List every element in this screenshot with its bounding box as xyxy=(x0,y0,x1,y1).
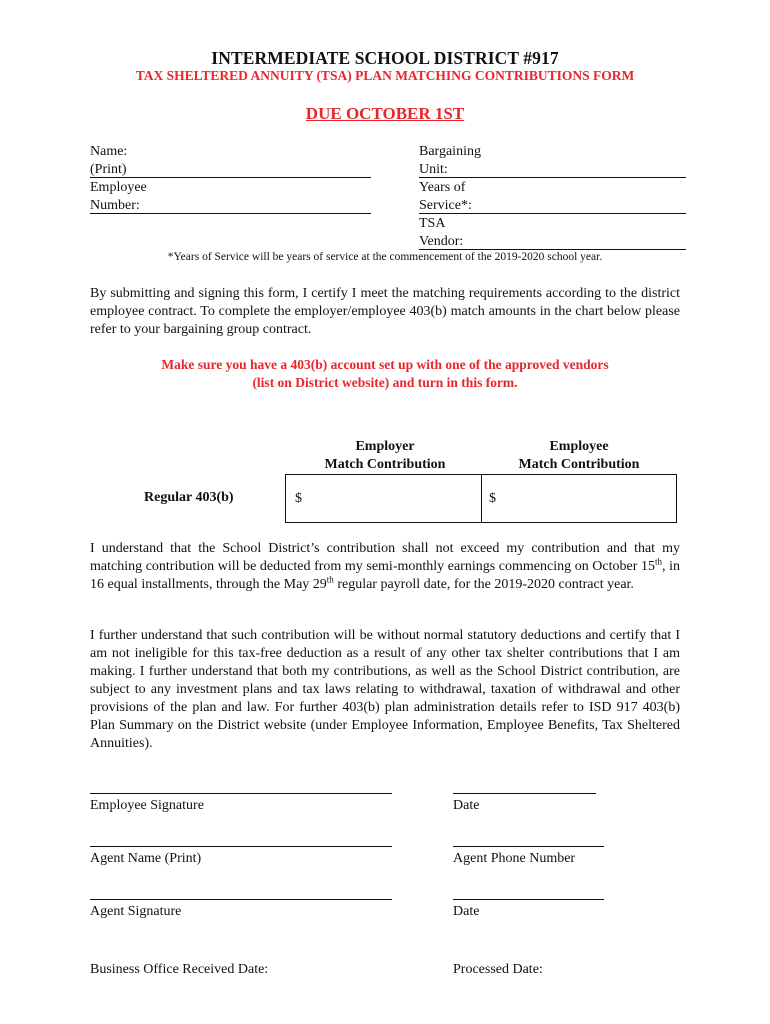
name-field-line[interactable] xyxy=(90,177,371,178)
bargaining-unit-label: Bargaining Unit: xyxy=(419,144,481,177)
further-understand-paragraph: I further understand that such contribution will be without normal statutory deductions and certify that I am not ineligible for this tax-free deduction as a result of any other tax shelter contributions that I am making. I further understand that both my contributions, as well as the School District contribution, are subject to any investment plans and tax laws relating to withdrawal, taxation of withdrawal and other provisions of the plan and law. For further 403(b) plan administration details refer to ISD 917 403(b) Plan Summary on the District website (under Employee Information, Employee Benefits, Tax Sheltered Annuities). xyxy=(90,628,680,751)
employee-match-header: Employee Match Contribution xyxy=(518,439,640,472)
employee-number-label: Employee Number: xyxy=(90,180,147,213)
certify-paragraph: By submitting and signing this form, I certify I meet the matching requirements according to the district employee contract. To complete the employer/employee 403(b) match amounts in the chart below please refer to your bargaining group contract. xyxy=(90,286,680,337)
due-date-heading: DUE OCTOBER 1ST xyxy=(305,104,465,123)
understand-paragraph: I understand that the School District’s contribution shall not exceed my contribution and that my matching contribution will be deducted from my semi-monthly earnings commencing on October 15th, in 16 equal installments, through the May 29th regular payroll date, for the 2019-2020 contract year. xyxy=(90,541,681,592)
years-of-service-label: Years of Service*: xyxy=(419,180,472,213)
employee-signature-line[interactable] xyxy=(90,793,392,794)
years-of-service-field-line[interactable] xyxy=(419,213,686,214)
table-divider xyxy=(481,474,482,523)
form-title: INTERMEDIATE SCHOOL DISTRICT #917 xyxy=(211,48,559,68)
bargaining-unit-field-line[interactable] xyxy=(419,177,686,178)
processed-date-label: Processed Date: xyxy=(453,962,543,977)
employer-match-header: Employer Match Contribution xyxy=(324,439,446,472)
employee-number-field-line[interactable] xyxy=(90,213,371,214)
form-subtitle: TAX SHELTERED ANNUITY (TSA) PLAN MATCHING CONTRIBUTIONS FORM xyxy=(135,68,635,83)
date-label-2: Date xyxy=(453,904,480,919)
agent-name-line[interactable] xyxy=(90,846,392,847)
employee-match-input[interactable]: $ xyxy=(489,491,496,506)
employer-match-input[interactable]: $ xyxy=(295,491,302,506)
vendor-reminder: Make sure you have a 403(b) account set up with one of the approved vendors (list on District website) and turn in this form. xyxy=(161,357,609,390)
tsa-vendor-field-line[interactable] xyxy=(419,249,686,250)
agent-phone-line[interactable] xyxy=(453,846,604,847)
business-office-received-date-label: Business Office Received Date: xyxy=(90,962,269,977)
years-of-service-note: *Years of Service will be years of service at the commencement of the 2019-2020 school year. xyxy=(167,251,603,263)
agent-phone-label: Agent Phone Number xyxy=(453,851,576,866)
agent-name-label: Agent Name (Print) xyxy=(90,851,202,866)
name-label: Name: (Print) xyxy=(90,144,128,177)
regular-403b-row-label: Regular 403(b) xyxy=(144,490,234,505)
date-line-1[interactable] xyxy=(453,793,596,794)
employee-signature-label: Employee Signature xyxy=(90,798,204,813)
agent-signature-label: Agent Signature xyxy=(90,904,182,919)
tsa-vendor-label: TSA Vendor: xyxy=(419,216,464,249)
date-label-1: Date xyxy=(453,798,480,813)
agent-signature-line[interactable] xyxy=(90,899,392,900)
date-line-2[interactable] xyxy=(453,899,604,900)
